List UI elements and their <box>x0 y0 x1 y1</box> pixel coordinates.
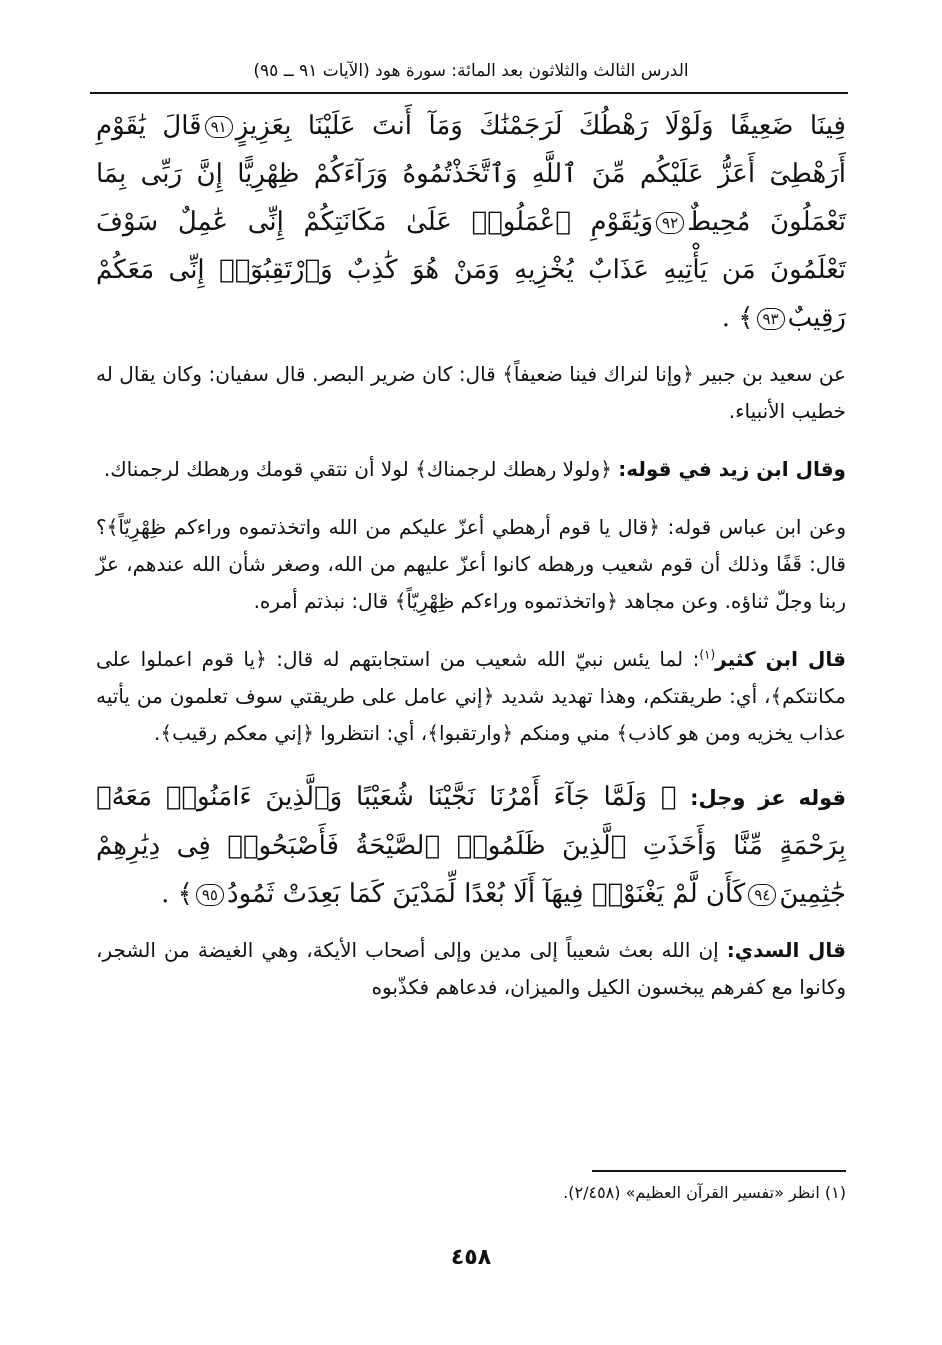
verse-91-fragment: فِينَا ضَعِيفًا وَلَوْلَا رَهْطُكَ لَرَجَمْنَٰكَ وَمَآ أَنتَ عَلَيْنَا بِعَزِيزٍ <box>235 111 846 141</box>
verse-closing-bracket: ﴾ . <box>161 879 193 909</box>
footnote-reference[interactable]: (١) <box>699 647 716 662</box>
quran-verses-91-93 <box>96 102 846 342</box>
paragraph-lead: قال السدي: <box>726 938 846 962</box>
footnote-rule <box>592 1170 846 1172</box>
footnote: (١) انظر «تفسير القرآن العظيم» (٢/٤٥٨). <box>563 1183 846 1202</box>
ayah-marker-95: ٩٥ <box>196 884 224 906</box>
header-rule <box>90 92 848 94</box>
ayah-marker-92: ٩٢ <box>656 212 684 234</box>
ayah-marker-91: ٩١ <box>205 116 233 138</box>
verse-closing-bracket: ﴾ . <box>721 303 754 333</box>
main-text <box>96 102 846 1027</box>
quran-verses-94-95 <box>96 773 846 918</box>
verse-92: قَالَ يَٰقَوْمِ أَرَهْطِىٓ أَعَزُّ عَلَيْكُم مِّنَ ٱللَّهِ وَٱتَّخَذْتُمُوهُ وَرَآءَكُمْ ظِهْرِيًّا إِنَّ رَبِّى بِمَا تَعْمَلُونَ مُحِيطٌ <box>96 111 846 237</box>
paragraph-lead: وقال ابن زيد في قوله: <box>618 457 846 481</box>
paragraph-ibn-abbas: وعن ابن عباس قوله: ﴿قال يا قوم أرهطي أعزّ عليكم من الله واتخذتموه وراءكم ظِهْرِيّاً﴾؟ قال: قَفًا وذلك أن قوم شعيب ورهطه كانوا أعزّ عليهم من الله، وصغر شأن الله عندهم، عزّ ربنا وجلّ ثناؤه. وعن مجاهد ﴿واتخذتموه وراءكم ظِهْرِيّاً﴾ قال: نبذتم أمره. <box>96 515 846 613</box>
ayah-marker-94: ٩٤ <box>748 884 776 906</box>
paragraph-body: : لما يئس نبيّ الله شعيب من استجابتهم له قال: ﴿يا قوم اعملوا على مكانتكم﴾، أي: طريقتكم، وهذا تهديد شديد ﴿إني عامل على طريقتي سوف تعلمون من يأتيه عذاب يخزيه ومن هو كاذب﴾ مني ومنكم ﴿وارتقبوا﴾، أي: انتظروا ﴿إني معكم رقيب﴾. <box>96 647 846 745</box>
paragraph-said-ibn-jubayr: عن سعيد بن جبير ﴿وإنا لنراك فينا ضعيفاً﴾ قال: كان ضرير البصر. قال سفيان: وكان يقال له خطيب الأنبياء. <box>96 362 846 423</box>
verse-opening-bracket: ﴿ <box>646 782 691 812</box>
verse-95: كَأَن لَّمْ يَغْنَوْا۟ فِيهَآ أَلَا بُعْدًا لِّمَدْيَنَ كَمَا بَعِدَتْ ثَمُودُ <box>226 879 746 909</box>
verse-lead: قوله عز وجل: <box>690 786 846 810</box>
paragraph-al-suddi <box>96 932 846 1006</box>
verse-93: وَيَٰقَوْمِ ٱعْمَلُوا۟ عَلَىٰ مَكَانَتِكُمْ إِنِّى عَٰمِلٌ سَوْفَ تَعْلَمُونَ مَن يَأْتِيهِ عَذَابٌ يُخْزِيهِ وَمَنْ هُوَ كَٰذِبٌ وَٱرْتَقِبُوٓا۟ إِنِّى مَعَكُمْ رَقِيبٌ <box>96 207 846 333</box>
paragraph-body: ﴿ولولا رهطك لرجمناك﴾ لولا أن نتقي قومك ورهطك لرجمناك. <box>103 457 619 481</box>
ayah-marker-93: ٩٣ <box>757 308 785 330</box>
paragraph-ibn-zayd <box>96 451 846 488</box>
paragraph-body: إن الله بعث شعيباً إلى مدين وإلى أصحاب الأيكة، وهي الغيضة من الشجر، وكانوا مع كفرهم يبخسون الكيل والميزان، فدعاهم فكذّبوه <box>96 938 846 999</box>
paragraph-lead: قال ابن كثير <box>715 647 846 671</box>
running-header: الدرس الثالث والثلاثون بعد المائة: سورة هود (الآيات ٩١ ــ ٩٥) <box>253 61 689 81</box>
verse-94: وَلَمَّا جَآءَ أَمْرُنَا نَجَّيْنَا شُعَيْبًا وَٱلَّذِينَ ءَامَنُوا۟ مَعَهُۥ بِرَحْمَةٍ مِّنَّا وَأَخَذَتِ ٱلَّذِينَ ظَلَمُوا۟ ٱلصَّيْحَةُ فَأَصْبَحُوا۟ فِى دِيَٰرِهِمْ جَٰثِمِينَ <box>96 782 846 909</box>
page-number: ٤٥٨ <box>450 1245 492 1270</box>
paragraph-ibn-kathir <box>96 641 846 752</box>
